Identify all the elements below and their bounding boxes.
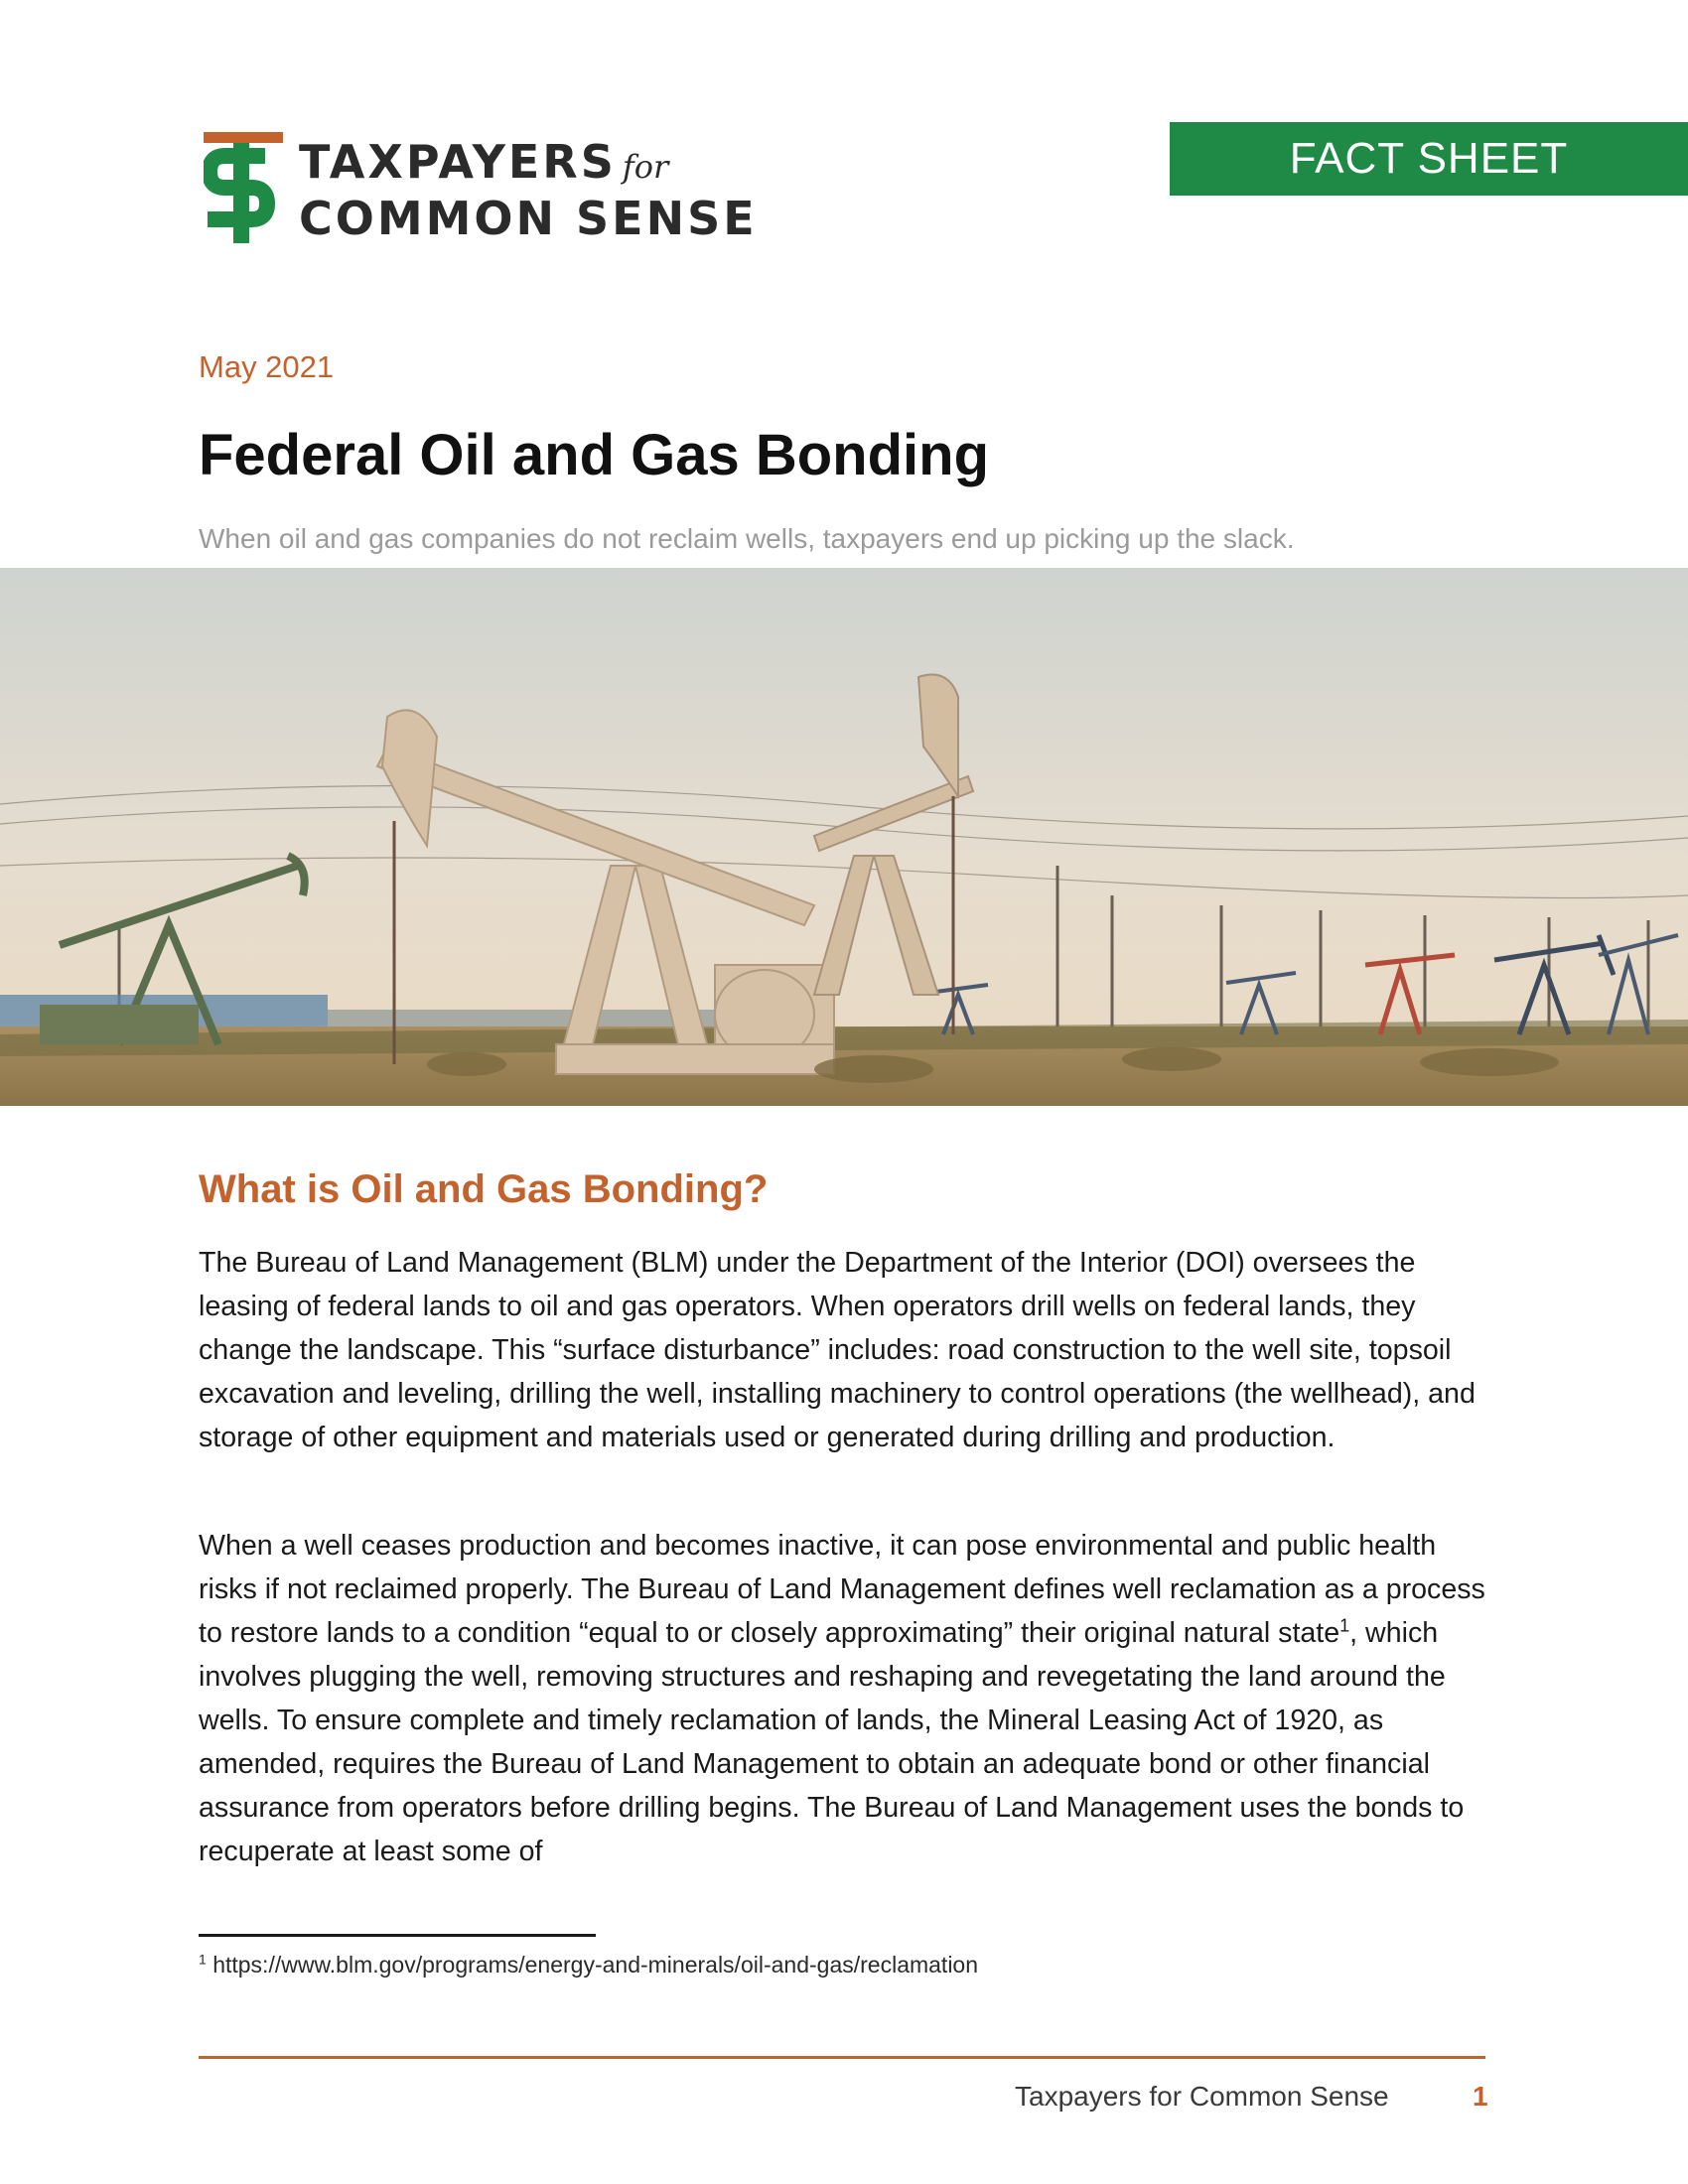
footnote-divider <box>199 1934 596 1937</box>
footnote-link[interactable]: https://www.blm.gov/programs/energy-and-minerals/oil-and-gas/reclamation <box>212 1952 979 1978</box>
tcs-logo-mark-icon <box>204 132 283 243</box>
footnote-number: 1 <box>199 1951 207 1968</box>
publication-date: May 2021 <box>199 349 335 384</box>
footnote-reference[interactable]: 1 <box>1339 1615 1350 1636</box>
footnote <box>199 1952 978 1979</box>
oil-field-pumpjacks-photo-icon <box>0 568 1688 1106</box>
fact-sheet-badge: FACT SHEET <box>1170 122 1688 196</box>
footer-organization: Taxpayers for Common Sense <box>1015 2081 1389 2112</box>
logo-text-common-sense: COMMON SENSE <box>299 192 758 245</box>
page-number: 1 <box>1473 2081 1488 2112</box>
paragraph-2-part-b: , which involves plugging the well, removing structures and reshaping and revegetating the land around the wells. To ensure complete and timely reclamation of lands, the Mineral Leasing Act of 1920, as amended, requires the Bureau of Land Management to obtain an adequate bond or other financial assurance from operators before drilling begins. The Bureau of Land Management uses the bonds to recuperate at least some of <box>199 1617 1465 1867</box>
logo-text-for: for <box>622 148 669 186</box>
paragraph-2-part-a: When a well ceases production and becomes inactive, it can pose environmental and public health risks if not reclaimed properly. The Bureau of Land Management defines well reclamation as a process to restore lands to a condition “equal to or closely approximating” their original natural state <box>199 1530 1485 1649</box>
hero-image <box>0 568 1688 1106</box>
page-subtitle: When oil and gas companies do not reclaim wells, taxpayers end up picking up the slack. <box>199 523 1295 554</box>
body-paragraph-2 <box>199 1524 1489 1873</box>
body-paragraph-1: The Bureau of Land Management (BLM) under the Department of the Interior (DOI) oversees the leasing of federal lands to oil and gas operators. When operators drill wells on federal lands, they change the landscape. This “surface disturbance” includes: road construction to the well site, topsoil excavation and leveling, drilling the well, installing machinery to control operations (the wellhead), and storage of other equipment and materials used or generated during drilling and production. <box>199 1247 1476 1453</box>
page-title: Federal Oil and Gas Bonding <box>199 423 989 487</box>
section-heading: What is Oil and Gas Bonding? <box>199 1167 769 1211</box>
logo-text-taxpayers: TAXPAYERS <box>299 135 617 189</box>
organization-logo <box>204 132 760 243</box>
footer-divider <box>199 2056 1485 2059</box>
